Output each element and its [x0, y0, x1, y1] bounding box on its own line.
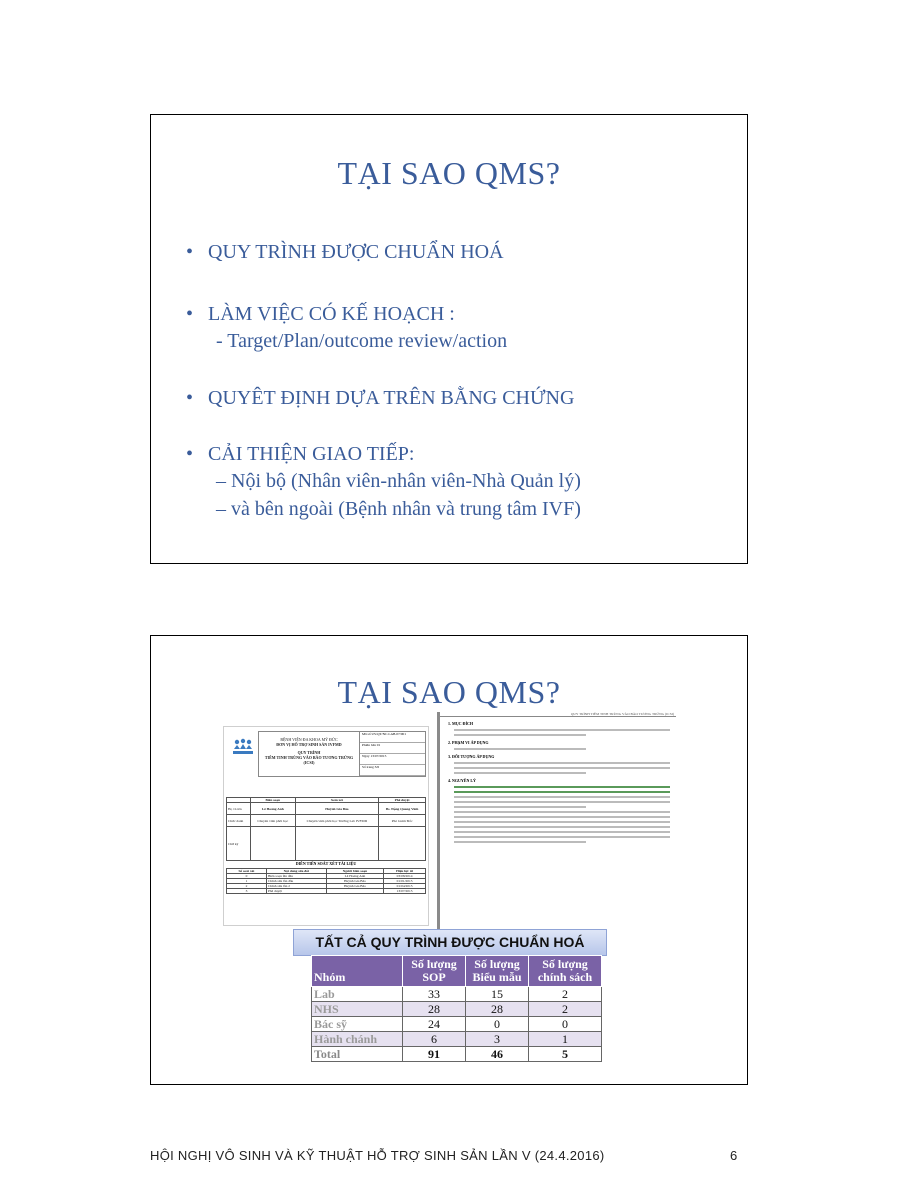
field-version-value: 01 [376, 743, 381, 747]
slide-1 [150, 114, 748, 564]
history-cell: Huỳnh Gia Bảo [326, 879, 383, 884]
history-cell [326, 889, 383, 894]
value-cell: 2 [529, 1002, 602, 1017]
hospital-logo-icon [230, 737, 256, 757]
sig-cell: Chuyên viên phôi học [250, 815, 295, 827]
text-line [454, 786, 670, 788]
col-forms: Số lượng Biểu mẫu [466, 956, 529, 987]
value-cell: 2 [529, 987, 602, 1002]
field-pages [360, 765, 425, 776]
value-cell: 3 [466, 1032, 529, 1047]
document-name: TIÊM TINH TRÙNG VÀO BÀO TƯƠNG TRỨNG (ICSI) [264, 755, 354, 765]
history-cell: 1 [227, 879, 267, 884]
text-line [454, 836, 670, 838]
field-date [360, 754, 425, 765]
col-policies: Số lượng chính sách [529, 956, 602, 987]
document-header-side [360, 732, 425, 776]
text-line [454, 806, 586, 808]
stats-header-row [312, 956, 602, 987]
bullet-standardized: • QUY TRÌNH ĐƯỢC CHUẨN HOÁ [186, 239, 726, 265]
value-cell: 24 [403, 1017, 466, 1032]
section-scope: 2. PHẠM VI ÁP DỤNG [448, 740, 489, 745]
table-row [312, 1002, 602, 1017]
history-cell: Chỉnh sửa lần 2 [266, 884, 326, 889]
col-sop: Số lượng SOP [403, 956, 466, 987]
field-version [360, 743, 425, 754]
section-principle: 4. NGUYÊN LÝ [448, 778, 476, 783]
field-date-value: 13/07/2015 [370, 754, 387, 758]
slide-1-bullets [186, 239, 726, 523]
col-group: Nhóm [312, 956, 403, 987]
history-cell: 13/07/2015 [384, 889, 426, 894]
sig-cell: Huỳnh Gia Bảo [295, 803, 379, 815]
footer-conference-title: HỘI NGHỊ VÔ SINH VÀ KỸ THUẬT HỖ TRỢ SINH SẢN LẦN V (24.4.2016) [150, 1148, 605, 1163]
text-line [454, 748, 586, 750]
field-code [360, 732, 425, 743]
total-label: Total [312, 1047, 403, 1062]
sig-cell: Lê Hoàng Anh [250, 803, 295, 815]
text-line [454, 762, 670, 764]
group-cell: Bác sỹ [312, 1017, 403, 1032]
signature-table-wrap [226, 797, 426, 861]
text-line [454, 811, 670, 813]
sig-col-author: Biên soạn [250, 798, 295, 803]
field-date-label: Ngày [362, 754, 370, 758]
hospital-name: BỆNH VIỆN ĐA KHOA MỸ ĐỨC [280, 737, 338, 742]
sub-bullet-external: – và bên ngoài (Bệnh nhân và trung tâm IVF) [216, 498, 581, 520]
table-row [227, 889, 426, 894]
field-pages-label: Số trang [362, 765, 374, 769]
text-line [454, 772, 586, 774]
field-code-value: US/QT/NC.LAB.07/001 [371, 732, 406, 736]
field-code-label: Mã số [362, 732, 371, 736]
history-cell: 03/08/2014 [384, 874, 426, 879]
text-line [454, 734, 586, 736]
section-purpose: 1. MỤC ĐÍCH [448, 721, 473, 726]
sig-cell: Chuyên viên phôi học Trưởng Lab IVFMD [295, 815, 379, 827]
sig-cell: Phó Giám Đốc [379, 815, 426, 827]
sop-count-table [311, 955, 602, 1062]
unit-name: ĐƠN VỊ HỖ TRỢ SINH SẢN IVFMD [276, 742, 342, 747]
history-cell: Lê Hoàng Anh [326, 874, 383, 879]
history-col: Hiệu lực từ [384, 869, 426, 874]
sig-col-reviewer: Xem xét [295, 798, 379, 803]
sub-bullet-internal: – Nội bộ (Nhân viên-nhân viên-Nhà Quản lý) [216, 470, 581, 492]
text-line [454, 791, 670, 793]
document-header-box [258, 731, 426, 777]
value-cell: 33 [403, 987, 466, 1002]
group-cell: Hành chánh [312, 1032, 403, 1047]
sop-body-page-thumbnail [437, 712, 676, 934]
text-line [454, 796, 670, 798]
sig-cell: Bs. Đặng Quang Vinh [379, 803, 426, 815]
standardized-banner: TẤT CẢ QUY TRÌNH ĐƯỢC CHUẨN HOÁ [293, 929, 607, 956]
table-row [312, 987, 602, 1002]
page-number: 6 [730, 1148, 738, 1163]
sub-bullet-target-plan: - Target/Plan/outcome review/action [216, 330, 508, 352]
total-row [312, 1047, 602, 1062]
section-audience: 3. ĐỐI TƯỢNG ÁP DỤNG [448, 754, 495, 759]
text-line [454, 826, 670, 828]
sig-cell [250, 827, 295, 861]
history-cell: 3 [227, 889, 267, 894]
history-table [226, 868, 426, 894]
bullet-evidence: • QUYÊT ĐỊNH DỰA TRÊN BẰNG CHỨNG [186, 385, 726, 411]
text-line [454, 801, 670, 803]
total-forms: 46 [466, 1047, 529, 1062]
field-version-label: Phiên bản [362, 743, 376, 747]
sig-cell [295, 827, 379, 861]
history-col: Người biên soạn [326, 869, 383, 874]
history-cell: Huỳnh Gia Bảo [326, 884, 383, 889]
signature-table [226, 797, 426, 861]
text-line [454, 729, 670, 731]
history-cell: 01/01/2015 [384, 879, 426, 884]
table-row [312, 1017, 602, 1032]
value-cell: 28 [466, 1002, 529, 1017]
history-col: Số soát xét [227, 869, 267, 874]
document-type: QUY TRÌNH [297, 750, 321, 755]
text-line [454, 767, 670, 769]
history-cell: Phê duyệt [266, 889, 326, 894]
document-running-header: QUY TRÌNH TIÊM TINH TRÙNG VÀO BÀO TƯƠNG TRỨNG (ICSI) [440, 712, 676, 717]
text-line [454, 821, 670, 823]
bullet-communication: • CẢI THIỆN GIAO TIẾP: [186, 441, 726, 467]
slide-2 [150, 635, 748, 1085]
history-cell: Biên soạn lần đầu [266, 874, 326, 879]
sig-cell: Chức danh [227, 815, 251, 827]
text-line [454, 831, 670, 833]
value-cell: 28 [403, 1002, 466, 1017]
table-row [227, 815, 426, 827]
history-cell: 0 [227, 874, 267, 879]
group-cell: NHS [312, 1002, 403, 1017]
value-cell: 1 [529, 1032, 602, 1047]
total-policies: 5 [529, 1047, 602, 1062]
value-cell: 0 [529, 1017, 602, 1032]
field-pages-value: 3/6 [374, 765, 380, 769]
text-line [454, 841, 586, 843]
value-cell: 15 [466, 987, 529, 1002]
sop-cover-page-thumbnail [223, 726, 429, 926]
history-cell: 2 [227, 884, 267, 889]
sig-cell: Chữ ký [227, 827, 251, 861]
slide-1-title: TẠI SAO QMS? [337, 155, 561, 191]
history-title: DIỄN TIẾN SOÁT XÉT TÀI LIỆU [295, 861, 357, 866]
history-col: Nội dung sửa đổi [266, 869, 326, 874]
text-line [454, 816, 670, 818]
sig-cell [379, 827, 426, 861]
total-sop: 91 [403, 1047, 466, 1062]
table-row [227, 827, 426, 861]
bullet-planning: • LÀM VIỆC CÓ KẾ HOẠCH : [186, 301, 726, 327]
table-row [312, 1032, 602, 1047]
sig-cell: Họ và tên [227, 803, 251, 815]
slide-2-title: TẠI SAO QMS? [337, 674, 561, 710]
history-table-wrap [226, 868, 426, 894]
sig-col-approver: Phê duyệt [379, 798, 426, 803]
history-cell: 01/04/2015 [384, 884, 426, 889]
history-cell: Chỉnh sửa lần đầu [266, 879, 326, 884]
group-cell: Lab [312, 987, 403, 1002]
value-cell: 0 [466, 1017, 529, 1032]
value-cell: 6 [403, 1032, 466, 1047]
document-header-main [259, 732, 360, 776]
table-row [227, 803, 426, 815]
